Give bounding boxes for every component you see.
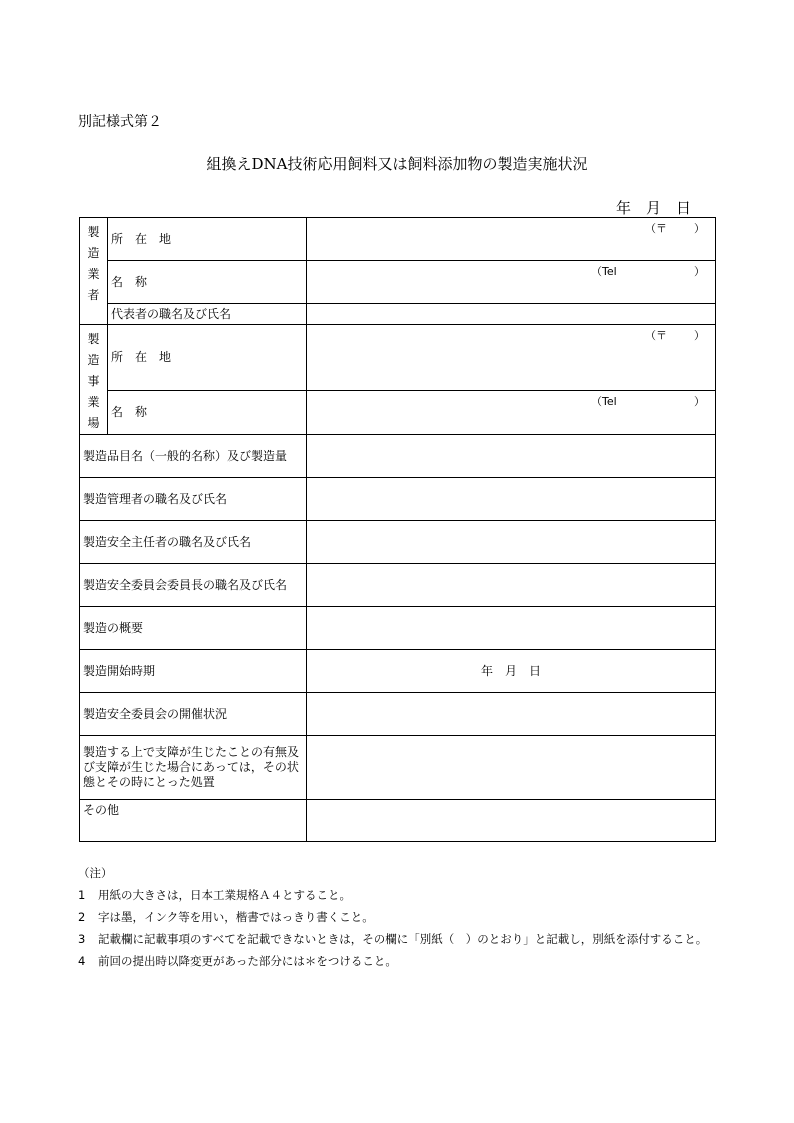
- other-label: その他: [80, 800, 307, 842]
- manufacturer-group-label: 製 造 業 者: [80, 218, 108, 325]
- committee-chair-label: 製造安全委員会委員長の職名及び氏名: [80, 564, 307, 607]
- postal-code-label: （〒: [645, 222, 667, 235]
- manufacturer-name-field[interactable]: （Tel ）: [307, 261, 716, 304]
- notes-section: [78, 862, 718, 972]
- safety-officer-field[interactable]: [307, 521, 716, 564]
- manager-field[interactable]: [307, 478, 716, 521]
- site-address-field[interactable]: （〒 ）: [307, 325, 716, 391]
- manufacturer-name-label: 名 称: [108, 261, 307, 304]
- manager-label: 製造管理者の職名及び氏名: [80, 478, 307, 521]
- overview-label: 製造の概要: [80, 607, 307, 650]
- committee-meetings-field[interactable]: [307, 693, 716, 736]
- manufacturer-address-field[interactable]: （〒 ）: [307, 218, 716, 261]
- note-item: 3 記載欄に記載事項のすべてを記載できないときは，その欄に「別紙（ ）のとおり」と記載し，別紙を添付すること。: [78, 932, 708, 946]
- date-field[interactable]: 年 月 日: [616, 199, 692, 217]
- committee-chair-field[interactable]: [307, 564, 716, 607]
- product-name-label: 製造品目名（一般的名称）及び製造量: [80, 435, 307, 478]
- postal-code-label: （〒: [645, 329, 667, 342]
- representative-label: 代表者の職名及び氏名: [108, 304, 307, 325]
- form-number: 別記様式第２: [78, 114, 162, 130]
- manufacturer-address-label: 所 在 地: [108, 218, 307, 261]
- site-group-label: 製 造 事 業 場: [80, 325, 108, 435]
- site-name-label: 名 称: [108, 390, 307, 434]
- committee-meetings-label: 製造安全委員会の開催状況: [80, 693, 307, 736]
- status-form-table: [79, 217, 716, 842]
- safety-officer-label: 製造安全主任者の職名及び氏名: [80, 521, 307, 564]
- site-address-label: 所 在 地: [108, 325, 307, 391]
- issues-label: 製造する上で支障が生じたことの有無及び支障が生じた場合にあっては，その状態とその時にとった処置: [80, 736, 307, 800]
- note-item: 2 字は墨，インク等を用い，楷書ではっきり書くこと。: [78, 910, 374, 924]
- other-field[interactable]: [307, 800, 716, 842]
- start-date-field[interactable]: 年 月 日: [307, 650, 716, 693]
- page-title: 組換えDNA技術応用飼料又は飼料添加物の製造実施状況: [206, 155, 588, 173]
- note-item: 4 前回の提出時以降変更があった部分には＊をつけること。: [78, 954, 397, 968]
- overview-field[interactable]: [307, 607, 716, 650]
- tel-label: （Tel: [591, 394, 617, 408]
- representative-field[interactable]: [307, 304, 716, 325]
- notes-heading: （注）: [78, 866, 113, 880]
- site-name-field[interactable]: （Tel ）: [307, 390, 716, 434]
- note-item: 1 用紙の大きさは，日本工業規格Ａ４とすること。: [78, 888, 351, 902]
- start-date-label: 製造開始時期: [80, 650, 307, 693]
- product-name-field[interactable]: [307, 435, 716, 478]
- tel-label: （Tel: [591, 265, 617, 278]
- issues-field[interactable]: [307, 736, 716, 800]
